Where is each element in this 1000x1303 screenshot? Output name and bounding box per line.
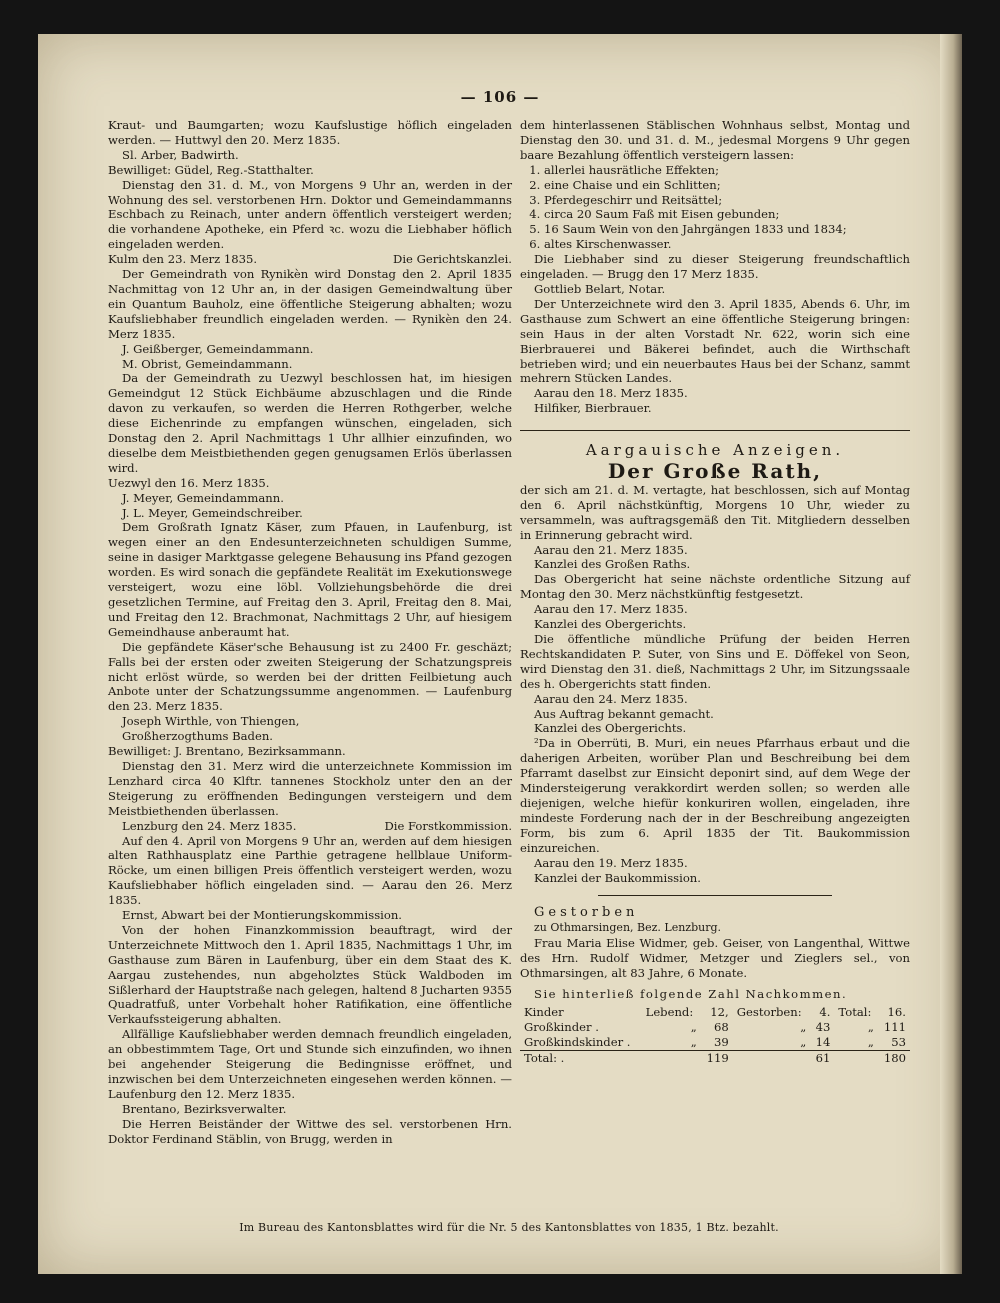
notice-signature: J. Geißberger, Gemeindammann. [122, 341, 314, 356]
notice-date: Lenzburg den 24. Merz 1835. [122, 818, 297, 833]
notice-text: Die gepfändete Käser'sche Behausung ist zu 2400 Fr. geschäzt; Falls bei der ersten oder zweiten Steigerung der Schatzungspreis nicht erlöst würde, so werden bei der dritten Feilbietung auch Anbote unter der Schatzungssumme angenommen. — Laufenburg den 23. Merz 1835. [108, 639, 512, 714]
notice-approval: Bewilliget: Güdel, Reg.-Statthalter. [108, 162, 314, 177]
table-cell: „ [690, 1034, 697, 1049]
notice-signature: Großherzogthums Baden. [122, 729, 273, 744]
list-item: 3. Pferdegeschirr und Reitsättel; [544, 193, 910, 208]
section-heading: Aargauische Anzeigen. [585, 441, 845, 460]
newspaper-page [38, 34, 962, 1274]
right-column [520, 118, 910, 1066]
death-notice-text: Frau Maria Elise Widmer, geb. Geiser, von Langenthal, Wittwe des Hrn. Rudolf Widmer, Metzger und Zieglers sel., von Othmarsingen, alt 83 Jahre, 6 Monate. [520, 936, 910, 981]
notice-signature: Aus Auftrag bekannt gemacht. [534, 706, 714, 721]
descendants-table [520, 1005, 910, 1066]
death-notice-location: zu Othmarsingen, Bez. Lenzburg. [534, 921, 722, 935]
table-cell-empty [733, 1050, 810, 1066]
notice-signature: Gottlieb Belart, Notar. [534, 281, 666, 296]
table-cell: 61 [810, 1050, 834, 1066]
notice-signature: Kanzlei des Obergerichts. [534, 721, 687, 736]
table-cell: 53 [891, 1034, 906, 1049]
table-cell: „ [867, 1034, 874, 1049]
notice-text: Dienstag den 31. Merz wird die unterzeichnete Kommission im Lenzhard circa 40 Klftr. tannenes Stockholz unter den an der Steigerung zu eröffnenden Bedingungen versteigern und dem Meistbiethenden überlassen. [108, 758, 512, 818]
notice-signature: Kanzlei des Großen Raths. [534, 557, 691, 572]
table-cell: „ [800, 1019, 807, 1034]
notice-text: dem hinterlassenen Stäblischen Wohnhaus selbst, Montag und Dienstag den 30. und 31. d. M., jedesmal Morgens 9 Uhr gegen baare Bezahlung öffentlich versteigern lassen: [520, 118, 910, 162]
notice-signature: Die Gerichtskanzlei. [393, 252, 512, 267]
table-total-row [520, 1050, 910, 1066]
descendants-heading: Sie hinterließ folgende Zahl Nachkommen. [534, 986, 848, 1001]
table-cell: „ [690, 1019, 697, 1034]
notice-signature: Ernst, Abwart bei der Montierungskommission. [122, 908, 402, 923]
list-item: 1. allerlei hausrätliche Effekten; [544, 163, 910, 178]
section-divider [598, 895, 832, 896]
notice-text: Der Gemeindrath von Rynikèn wird Donstag den 2. April 1835 Nachmittag von 12 Uhr an, in der dasigen Gemeindwaltung über ein Quantum Bauholz, eine öffentliche Steigerung abhalten; wozu Kaufsliebhaber freundlich eingeladen werden. — Rynikèn den 24. Merz 1835. [108, 267, 512, 341]
notice-dateline [108, 252, 512, 267]
notice-signature: Joseph Wirthle, von Thiengen, [122, 714, 300, 729]
notice-signature: Brentano, Bezirksverwalter. [122, 1101, 287, 1116]
notice-text: Die öffentliche mündliche Prüfung der beiden Herren Rechtskandidaten P. Suter, von Sins und E. Döffekel von Seon, wird Dienstag den 31. dieß, Nachmittags 2 Uhr, im Sitzungssaale des h. Obergerichts statt finden. [520, 632, 910, 691]
table-cell: „ [800, 1034, 807, 1049]
notice-text: Dem Großrath Ignatz Käser, zum Pfauen, in Laufenburg, ist wegen einer an den Endesunterzeichneten schuldigen Summe, seine in dasiger Marktgasse gelegene Behausung ins Pfand gezogen worden. Es wird sonach die gepfändete Realität im Exekutionswege versteigert, wozu eine löbl. Vollziehungsbehörde die drei gesetzlichen Termine, auf Freitag den 3. April, Freitag den 8. Mai, und Freitag den 12. Brachmonat, Nachmittags 2 Uhr, auf hiesigem Gemeindhause anberaumt hat. [108, 520, 512, 639]
notice-signature: M. Obrist, Gemeindammann. [122, 356, 293, 371]
table-cell: Total: . [520, 1050, 642, 1066]
table-cell: Total: [838, 1004, 872, 1019]
list-item: 4. circa 20 Saum Faß mit Eisen gebunden; [544, 207, 910, 222]
notice-text: Auf den 4. April von Morgens 9 Uhr an, werden auf dem hiesigen alten Rathhausplatz eine Parthie getragene hellblaue Uniform-Röcke, um einen billigen Preis öffentlich versteigert werden, wozu Kaufsliebhaber höflich eingeladen sind. — Aarau den 26. Merz 1835. [108, 833, 512, 908]
notice-text: Der Unterzeichnete wird den 3. April 1835, Abends 6. Uhr, im Gasthause zum Schwert an eine öffentliche Steigerung bringen: sein Haus in der alten Vorstadt Nr. 622, worin sich eine Bierbrauerei und Bäkerei befindet, auch die Wirthschaft betrieben wird; und ein neuerbautes Haus bei der Schanz, sammt mehrern Stücken Landes. [520, 296, 910, 386]
table-cell: Großkinder . [524, 1019, 599, 1034]
list-item: 6. altes Kirschenwasser. [544, 237, 910, 252]
notice-signature: J. Meyer, Gemeindammann. [122, 490, 284, 505]
table-cell: 43 [815, 1019, 831, 1034]
notice-text: Die Liebhaber sind zu dieser Steigerung freundschaftlich eingeladen. — Brugg den 17 Merz 1835. [520, 252, 910, 282]
table-cell: 180 [878, 1050, 910, 1066]
table-cell: 4. [819, 1004, 831, 1019]
left-column [108, 118, 512, 1147]
subsection-heading: Der Große Rath, [607, 459, 823, 484]
notice-date: Aarau den 19. Merz 1835. [534, 855, 688, 870]
section-divider [520, 430, 910, 431]
notice-text: Allfällige Kaufsliebhaber werden demnach freundlich eingeladen, an obbestimmtem Tage, Ort und Stunde sich einzufinden, wo ihnen bei angehender Steigerung die Bedingnisse eröffnet, und inzwischen bei dem Unterzeichneten eingesehen werden können. — Laufenburg den 12. Merz 1835. [108, 1027, 512, 1101]
page-footer: Im Bureau des Kantonsblattes wird für die Nr. 5 des Kantonsblattes von 1835, 1 Btz. bezahlt. [239, 1221, 779, 1234]
notice-text: Dienstag den 31. d. M., von Morgens 9 Uhr an, werden in der Wohnung des sel. verstorbenen Hrn. Doktor und Gemeindammanns Eschbach zu Reinach, unter andern öffentlich versteigert werden; die vorhandene Apotheke, ein Pferd ꝛc. wozu die Liebhaber höflich eingeladen werden. [108, 177, 512, 252]
notice-signature: Sl. Arber, Badwirth. [122, 147, 239, 162]
notice-date: Kulm den 23. Merz 1835. [108, 252, 258, 267]
notice-approval: Bewilliget: J. Brentano, Bezirksammann. [108, 744, 346, 759]
notice-text: Da der Gemeindrath zu Uezwyl beschlossen hat, im hiesigen Gemeindgut 12 Stück Eichbäume abzuschlagen und die Rinde davon zu verkaufen, so werden die Herren Rothgerber, welche diese Eichenrinde zu empfangen wünschen, eingeladen, sich Donstag den 2. April Nachmittags 1 Uhr allhier einzufinden, wo dieselbe dem Meistbiethenden gegen genugsamen Erlös überlassen wird. [108, 371, 512, 475]
notice-date: Uezwyl den 16. Merz 1835. [108, 475, 270, 490]
table-cell: Großkindskinder . [524, 1034, 631, 1049]
table-cell-empty [642, 1050, 701, 1066]
notice-date: Aarau den 18. Merz 1835. [534, 386, 688, 401]
notice-date: Aarau den 21. Merz 1835. [534, 542, 688, 557]
notice-text: Die Herren Beiständer der Wittwe des sel. verstorbenen Hrn. Doktor Ferdinand Stäblin, von Brugg, werden in [108, 1116, 512, 1146]
table-cell: 12, [710, 1004, 729, 1019]
notice-date: Aarau den 24. Merz 1835. [534, 691, 688, 706]
list-item: 5. 16 Saum Wein von den Jahrgängen 1833 und 1834; [544, 222, 910, 237]
notice-signature: Hilfiker, Bierbrauer. [534, 401, 652, 416]
table-cell: Kinder [524, 1004, 564, 1019]
table-cell: „ [867, 1019, 874, 1034]
table-cell: Gestorben: [736, 1004, 802, 1019]
table-cell: 119 [701, 1050, 733, 1066]
notice-dateline [108, 819, 512, 834]
notice-signature: Kanzlei des Obergerichts. [534, 617, 687, 632]
table-cell: 111 [883, 1019, 906, 1034]
notice-text: Kraut- und Baumgarten; wozu Kaufslustige höflich eingeladen werden. — Huttwyl den 20. Merz 1835. [108, 118, 512, 147]
table-row [520, 1035, 910, 1051]
notice-signature: Kanzlei der Baukommission. [534, 870, 701, 885]
notice-signature: J. L. Meyer, Gemeindschreiber. [122, 505, 303, 520]
notice-text: Das Obergericht hat seine nächste ordentliche Sitzung auf Montag den 30. Merz nächstkünftig festgesetzt. [520, 572, 910, 602]
table-cell: 14 [815, 1034, 831, 1049]
table-cell: Lebend: [645, 1004, 694, 1019]
table-cell: 39 [713, 1034, 729, 1049]
list-item: 2. eine Chaise und ein Schlitten; [544, 178, 910, 193]
table-cell: 68 [713, 1019, 729, 1034]
death-notice-heading: Gestorben [534, 905, 639, 921]
table-cell-empty [834, 1050, 878, 1066]
table-row [520, 1020, 910, 1035]
notice-text: Von der hohen Finanzkommission beauftragt, wird der Unterzeichnete Mittwoch den 1. April 1835, Nachmittags 1 Uhr, im Gasthause zum Bären in Laufenburg, über ein dem Staat des K. Aargau zustehendes, nun abgeholztes Stück Waldboden im Sißlerhard der Hauptstraße nach gelegen, haltend 8 Jucharten 9355 Quadratfuß, unter Vorbehalt hoher Ratifikation, eine öffentliche Verkaufssteigerung abhalten. [108, 922, 512, 1027]
notice-signature: Die Forstkommission. [384, 818, 512, 833]
auction-item-list [520, 163, 910, 252]
notice-text: der sich am 21. d. M. vertagte, hat beschlossen, sich auf Montag den 6. April nächstkünftig, Morgens 10 Uhr, wieder zu versammeln, was auftragsgemäß den Tit. Mitgliedern desselben in Erinnerung gebracht wird. [520, 482, 910, 542]
notice-date: Aarau den 17. Merz 1835. [534, 602, 688, 617]
notice-text: ²Da in Oberrüti, B. Muri, ein neues Pfarrhaus erbaut und die daherigen Arbeiten, worüber Plan und Beschreibung bei dem Pfarramt daselbst zur Einsicht deponirt sind, auf dem Wege der Mindersteigerung verakkordirt werden sollen; so werden alle diejenigen, welche hiefür konkuriren wollen, eingeladen, ihre mindeste Forderung nach der in der Beschreibung angezeigten Form, bis zum 6. April 1835 der Tit. Baukommission einzureichen. [520, 736, 910, 855]
page-number: — 106 — [460, 88, 540, 106]
table-cell: 16. [887, 1004, 906, 1019]
page-spine-shadow [940, 34, 962, 1274]
table-row [520, 1005, 910, 1020]
